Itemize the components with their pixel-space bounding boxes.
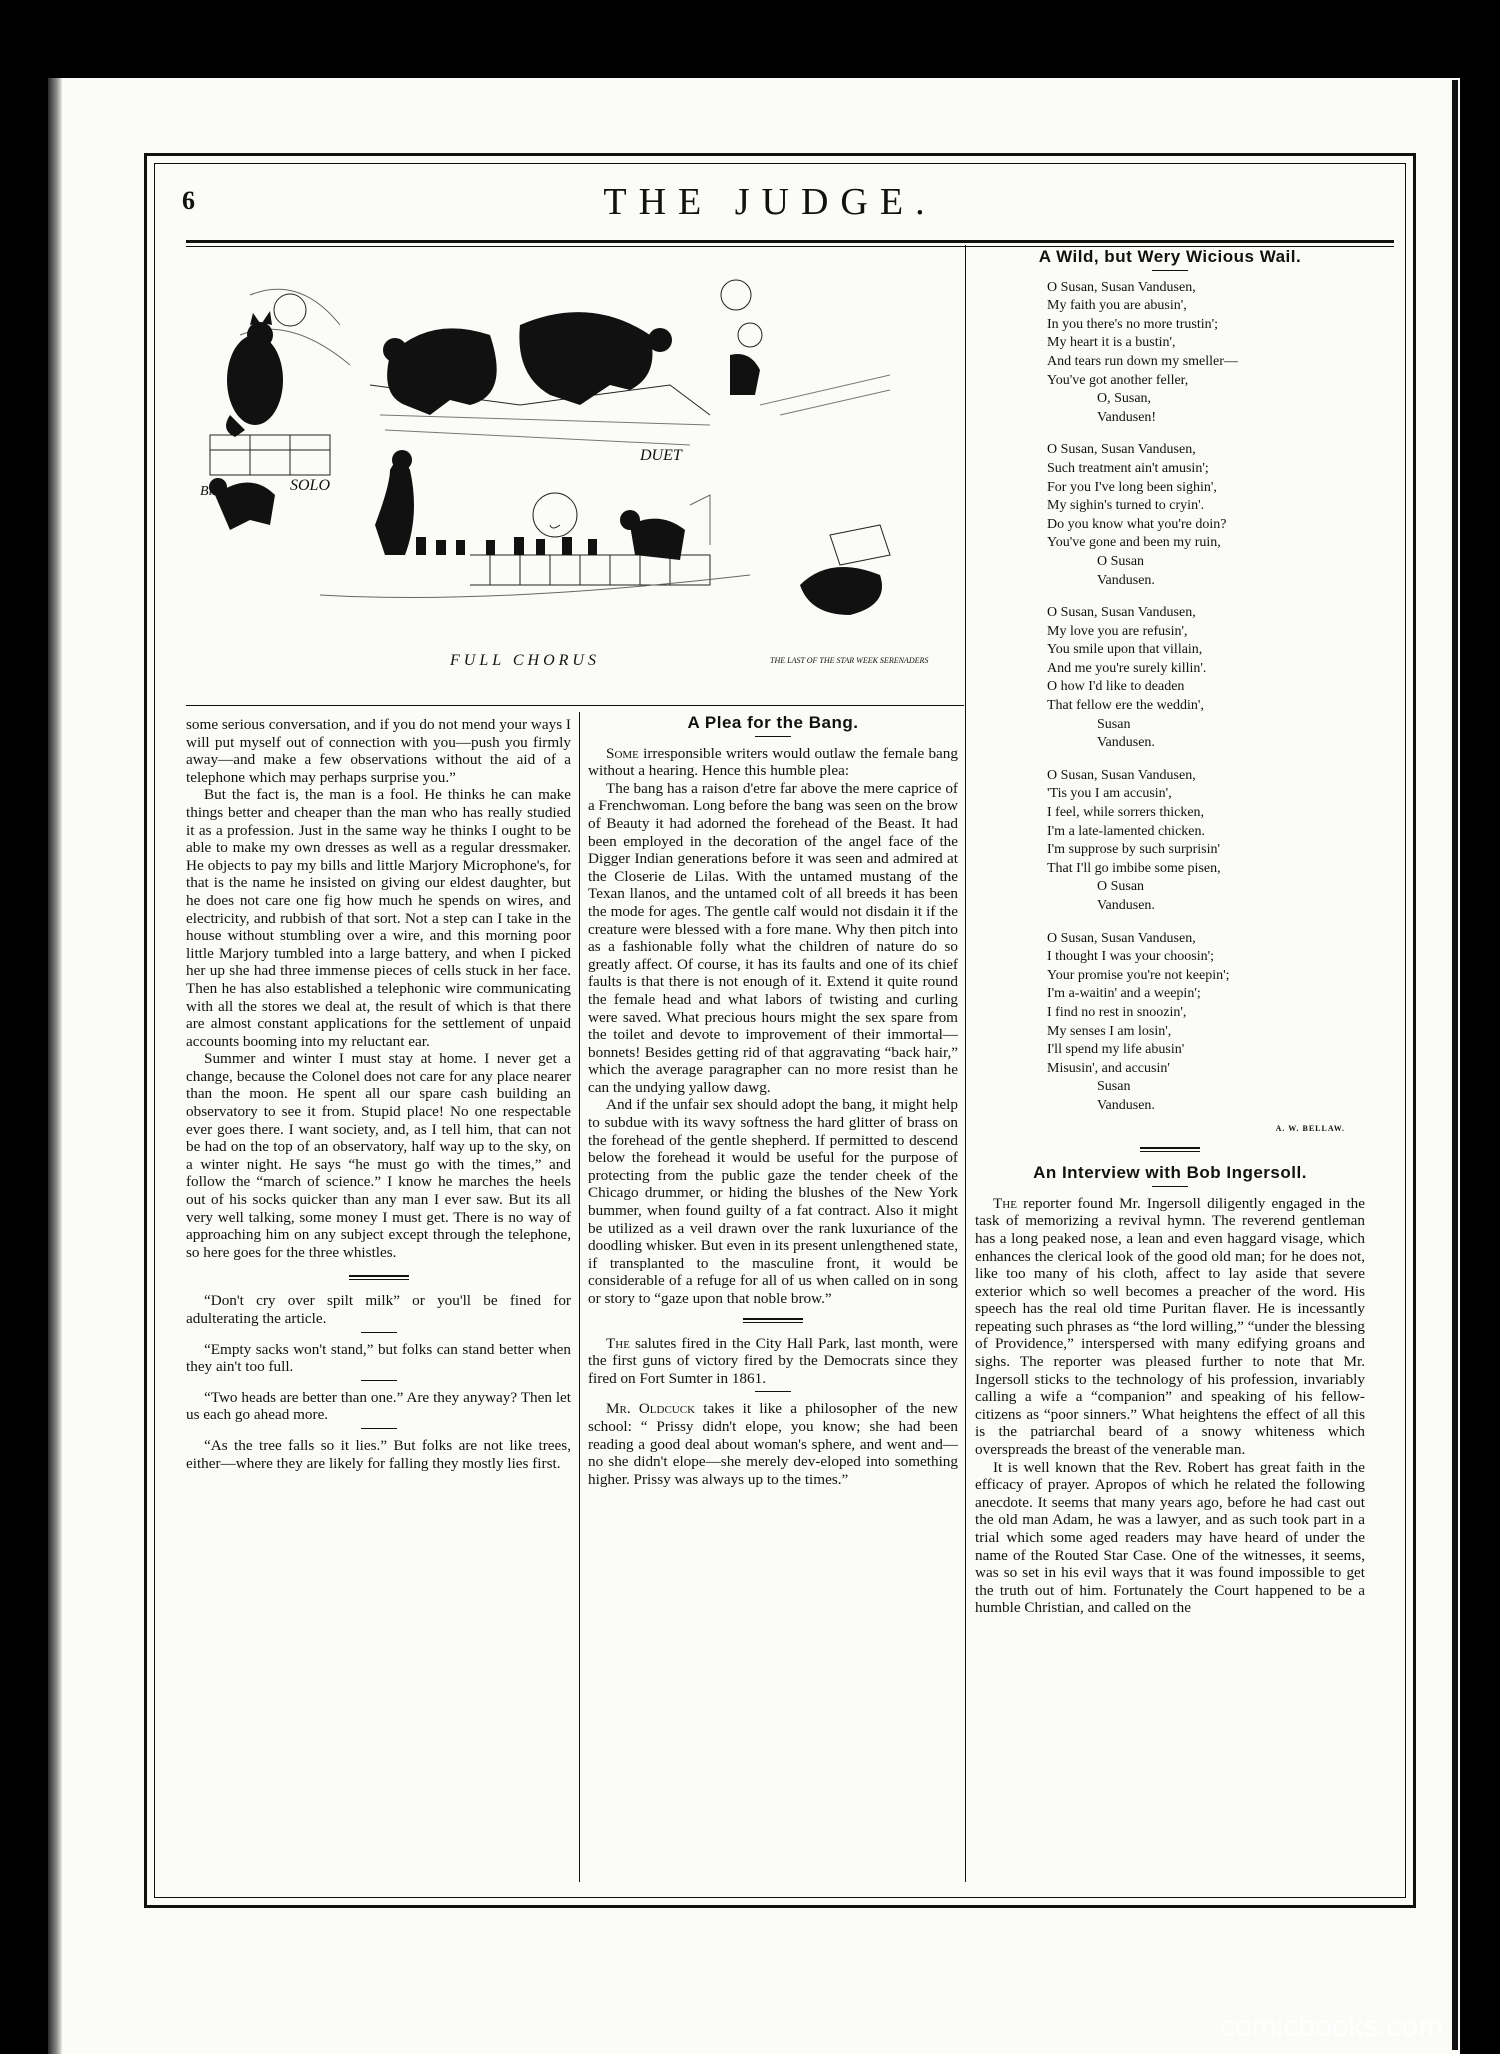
divider: [1152, 1186, 1188, 1187]
article-headline: An Interview with Bob Ingersoll.: [1033, 1163, 1307, 1183]
poem-line: O Susan, Susan Vandusen,: [1047, 442, 1196, 458]
col3-paragraph: It is well known that the Rev. Robert has great faith in the efficacy of prayer. Apropos of which he related the following anecdote. It seems that many years ago, before he had cast out the old man Adam, he was a lawyer, and as such took part in a trial which some aged readers may have heard of under the name of the Routed Star Case. One of the witnesses, it seems, was so set in his evil ways that it was found impossible to get the truth out of him. Fortunately the Court happened to be a humble Christian, and called on the: [975, 1458, 1365, 1617]
divider: [1152, 270, 1188, 271]
poem-line: Misusin', and accusin': [1047, 1060, 1170, 1076]
poem-line: And tears run down my smeller—: [1047, 353, 1238, 369]
poem-line: That I'll go imbibe some pisen,: [1047, 860, 1221, 876]
binding-gutter: [48, 78, 62, 2054]
poem-line: In you there's no more trustin';: [1047, 316, 1219, 332]
column-3: [975, 248, 1365, 1617]
column-2: [588, 714, 958, 1488]
poem-line: Vandusen.: [1097, 735, 1155, 751]
column-rule-2: [965, 245, 966, 1882]
col1-joke: “Two heads are better than one.” Are they anyway? Then let us each go ahead more.: [186, 1388, 571, 1424]
cartoon-label-duet: DUET: [640, 447, 682, 464]
divider: [361, 1428, 397, 1429]
poem-line: O how I'd like to deaden: [1047, 679, 1185, 695]
poem-line: You smile upon that villain,: [1047, 642, 1203, 658]
poem-line: You've gone and been my ruin,: [1047, 535, 1221, 551]
poem-signature: A. W. BELLAW.: [1275, 1123, 1345, 1133]
poem-stanza: [1047, 279, 1365, 428]
cat-serenade-cartoon: [190, 255, 960, 700]
column-1: [186, 716, 571, 1472]
poem-line: I'm supprose by such surprisin': [1047, 842, 1221, 858]
page-edge: [1452, 80, 1458, 2050]
lead-word: The: [606, 1334, 630, 1352]
poem-line: O Susan: [1097, 553, 1145, 569]
poem-line: Do you know what you're doin?: [1047, 516, 1227, 532]
poem-line: Your promise you're not keepin';: [1047, 967, 1230, 983]
lead-word: The: [993, 1194, 1017, 1212]
poem-line: I find no rest in snoozin',: [1047, 1004, 1187, 1020]
poem: [975, 279, 1365, 1116]
poem-line: Vandusen!: [1097, 409, 1157, 425]
col1-joke: “Don't cry over spilt milk” or you'll be fined for adulterating the article.: [186, 1292, 571, 1327]
col1-paragraph: some serious conversation, and if you do not mend your ways I will put myself out of connection with you—push you firmly away—and make a few observations without the aid of a telephone which may perhaps surprise you.”: [186, 716, 571, 786]
poem-line: Vandusen.: [1097, 1097, 1155, 1113]
column-rule-1: [579, 712, 580, 1882]
poem-line: O Susan, Susan Vandusen,: [1047, 767, 1196, 783]
divider: [755, 1391, 791, 1392]
divider: [755, 736, 791, 737]
poem-line: And me you're surely killin'.: [1047, 660, 1207, 676]
poem-line: Vandusen.: [1097, 898, 1155, 913]
poem-stanza: [1047, 767, 1365, 916]
cartoon-bottom-rule: [186, 705, 964, 706]
poem-line: O, Susan,: [1097, 391, 1152, 407]
masthead-title: THE JUDGE.: [603, 181, 937, 223]
poem-stanza: [1047, 441, 1365, 590]
poem-line: My faith you are abusin',: [1047, 298, 1187, 314]
masthead-rule: [186, 240, 1394, 243]
col1-joke: “As the tree falls so it lies.” But folks are not like trees, either—where they are likely for falling they mostly lies first.: [186, 1436, 571, 1472]
cartoon-label-full-chorus: FULL CHORUS: [450, 652, 600, 669]
col1-joke: “Empty sacks won't stand,” but folks can stand better when they ain't too full.: [186, 1340, 571, 1376]
poem-line: I thought I was your choosin';: [1047, 949, 1215, 965]
poem-line: I'm a-waitin' and a weepin';: [1047, 986, 1201, 1002]
col1-paragraph: But the fact is, the man is a fool. He thinks he can make things better and cheaper than the man who has really studied it as a profession. Just in the same way he thinks I ought to be able to make my own dresses as well as a regular dressmaker. He objects to pay my bills and little Marjory Microphone's, for that is the name he insisted on giving our eldest daughter, but he does not care one fig how much he spends on wires, and electricity, and rubbish of that sort. Not a step can I take in the house without stumbling over a wire, and this morning poor little Marjory tumbled into a large battery, and when I picked her up she had three immense pieces of cells stuck in her face. Then he has also established a telephonic wire communicating with all the stores we deal at, the result of which is that there are almost constant applications for the settlement of unpaid accounts booming into my reluctant ear.: [186, 786, 571, 1050]
poem-line: My heart it is a bustin',: [1047, 335, 1176, 351]
watermark: comicbooks.com: [1220, 2010, 1444, 2043]
article-headline: A Plea for the Bang.: [687, 713, 859, 732]
col2-paragraph: And if the unfair sex should adopt the bang, it might help to subdue with its wavy softness the hard glitter of brass on the forehead of the gentle shepherd. If permitted to descend below the forehead it would be useful for the purpose of protecting from the public gaze the tender cheek of the Chicago drummer, or hiding the blushes of the New York bummer, when found guilty of a fat contract. Also it might be utilized as a veil drawn over the rank luxuriance of the doodling whisker. But even in its present unlengthened state, if transplanted to the masculine front, it would be considerable of a refuge for all of us when called on in song or story to “gaze upon that noble brow.”: [588, 1096, 958, 1307]
poem-line: My senses I am losin',: [1047, 1023, 1172, 1039]
poem-line: O Susan, Susan Vandusen,: [1047, 279, 1196, 295]
poem-title: A Wild, but Wery Wicious Wail.: [1038, 247, 1302, 266]
poem-line: Such treatment ain't amusin';: [1047, 460, 1209, 476]
cartoon-signature: Bisbee: [200, 484, 238, 499]
poem-line: 'Tis you I am accusin',: [1047, 786, 1172, 802]
divider: [361, 1332, 397, 1333]
col2-paragraph: irresponsible writers would outlaw the female bang without a hearing. Hence this humble plea:: [588, 744, 958, 780]
poem-line: O Susan: [1097, 879, 1145, 895]
lead-word: Some: [606, 744, 639, 762]
poem-line: I'll spend my life abusin': [1047, 1042, 1185, 1058]
col3-paragraph: reporter found Mr. Ingersoll diligently engaged in the task of memorizing a revival hymn. The reverend gentleman has a long peaked nose, a lean and even haggard visage, which enhances the clerical look of the good old man; for he does not, like too many of his cloth, affect to lay aside that severe exterior which so well becomes a preacher of the word. His speech has the real old time Puritan flaver. He is incessantly repeating such phrases as “the lord willing,” “under the blessing of Providence,” interspersed with many edifying groans and sighs. The reporter was pleased further to note that Mr. Ingersoll sticks to the technology of his profession, invariably calling a wife a “companion” and speaking of his fellow-citizens as “poor sinners.” What heightens the effect of all this is the patriarchal beard of a snowy whiteness which overspreads the breast of the venerable man.: [975, 1194, 1365, 1459]
col1-paragraph: Summer and winter I must stay at home. I never get a change, because the Colonel does not care for any place nearer than the moon. He spent all our spare cash building an observatory to see it from. Stupid place! No one respectable ever goes there. I want society, and, as I tell him, that can not be had on the top of an observatory, half way up to the sky, on a winter night. He says “he must go with the times,” and follow the “march of science.” I know he marches the heels out of his socks quicker than any man I ever saw. But its all very well talking, some money I must get. There is no way of approaching him on any subject except through the telephone, so here goes for the three whistles.: [186, 1050, 571, 1261]
cartoon-label-last: THE LAST OF THE STAR WEEK SERENADERS: [770, 656, 929, 665]
cartoon-label-solo: SOLO: [290, 477, 331, 494]
poem-line: Susan: [1097, 716, 1131, 732]
poem-line: That fellow ere the weddin',: [1047, 698, 1204, 714]
poem-stanza: [1047, 604, 1365, 753]
lead-word: Mr. Oldcuck: [606, 1400, 696, 1418]
col2-paragraph: takes it like a philosopher of the new school: “ Prissy didn't elope, you know; she had been reading a good deal about woman's sphere, and went and—no she didn't elope—she merely dev-eloped into something higher. Prissy was always up to the times.”: [588, 1400, 958, 1488]
poem-line: I'm a late-lamented chicken.: [1047, 823, 1205, 839]
poem-line: My love you are refusin',: [1047, 623, 1188, 639]
poem-line: Vandusen.: [1097, 572, 1155, 588]
poem-line: You've got another feller,: [1047, 372, 1189, 388]
poem-line: O Susan, Susan Vandusen,: [1047, 930, 1196, 946]
col2-paragraph: The bang has a raison d'etre far above the mere caprice of a Frenchwoman. Long before the bang was seen on the brow of Beauty it had adorned the forehead of the Beast. It had been employed in the decoration of the angel face of the Digger Indian generations before it was seen and admired at the Closerie de Lilas. With the untamed mustang of the Texan llanos, and the untamed colt of all breeds it has been the mode for ages. The gentle calf would not disdain it if the creature were blessed with a fore mane. Why then pitch into as a fashionable folly what the children of nature do so greatly affect. Of course, it has its faults and one of its chief faults is that there is not enough of it. Extend it quite round the female head and what labors of twisting and curling were saved. What precious hours might the sex spare from the toilet and devote to improvement of their immortal—bonnets! Besides getting rid of that aggravating “back hair,” which the average paragrapher can no more resist than he can the undying yallow dawg.: [588, 779, 958, 1096]
poem-line: O Susan, Susan Vandusen,: [1047, 605, 1196, 621]
col2-paragraph: salutes fired in the City Hall Park, last month, were the first guns of victory fired by the Democrats since they fired on Fort Sumter in 1861.: [588, 1334, 958, 1387]
poem-line: Susan: [1097, 1079, 1131, 1095]
decorative-rule: [743, 1318, 803, 1323]
poem-stanza: [1047, 930, 1365, 1116]
poem-line: I feel, while sorrers thicken,: [1047, 805, 1205, 821]
poem-line: For you I've long been sighin',: [1047, 479, 1217, 495]
decorative-rule: [1140, 1147, 1200, 1152]
decorative-rule: [349, 1275, 409, 1280]
page-number: 6: [182, 186, 195, 215]
divider: [361, 1380, 397, 1381]
poem-line: My sighin's turned to cryin'.: [1047, 498, 1205, 514]
